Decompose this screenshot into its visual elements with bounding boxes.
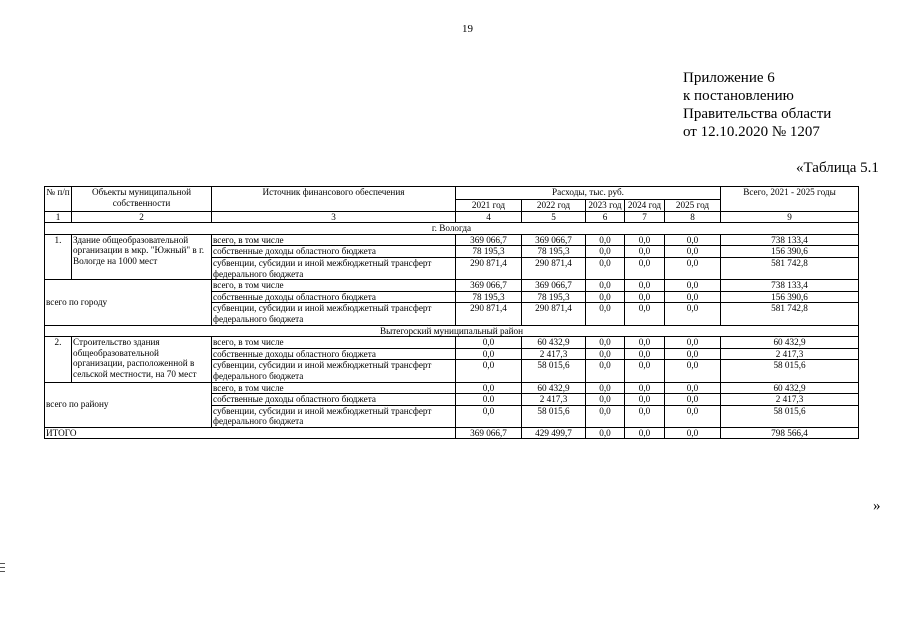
value-cell: 2 417,3 [522, 348, 586, 360]
col-number: 3 [212, 211, 456, 223]
section-title-row [45, 223, 859, 235]
subtotal-row [45, 382, 859, 394]
value-cell: 78 195,3 [522, 246, 586, 258]
total-cell: 581 742,8 [721, 257, 859, 279]
edge-mark [0, 563, 5, 564]
value-cell: 0,0 [586, 394, 625, 406]
value-cell: 0,0 [586, 382, 625, 394]
table-caption: «Таблица 5.1 [796, 160, 879, 176]
item-num: 2. [45, 337, 72, 382]
appendix-line: от 12.10.2020 № 1207 [683, 124, 820, 140]
value-cell: 0,0 [586, 280, 625, 292]
value-cell: 0,0 [625, 394, 665, 406]
value-cell: 0,0 [665, 360, 721, 382]
value-cell: 0,0 [456, 360, 522, 382]
value-cell: 0,0 [586, 360, 625, 382]
value-cell: 290 871,4 [456, 303, 522, 325]
value-cell: 0,0 [456, 405, 522, 427]
edge-mark [0, 567, 5, 568]
value-cell: 0,0 [665, 280, 721, 292]
value-cell: 0,0 [665, 303, 721, 325]
value-cell: 0,0 [586, 257, 625, 279]
value-cell: 78 195,3 [456, 291, 522, 303]
source-cell: собственные доходы областного бюджета [212, 348, 456, 360]
value-cell: 0,0 [586, 348, 625, 360]
subtotal-row [45, 280, 859, 292]
total-cell: 60 432,9 [721, 382, 859, 394]
value-cell: 0,0 [625, 257, 665, 279]
section-title-row [45, 325, 859, 337]
value-cell: 58 015,6 [522, 360, 586, 382]
col-number: 7 [625, 211, 665, 223]
item-name: Здание общеобразовательной организации в мкр. "Южный" в г. Вологде на 1000 мест [72, 234, 212, 279]
value-cell: 78 195,3 [522, 291, 586, 303]
year-cell: 2023 год [586, 200, 625, 212]
value-cell: 0,0 [586, 246, 625, 258]
item-name: Строительство здания общеобразовательной организации, расположенной в сельской местности, на 70 мест [72, 337, 212, 382]
total-cell: 156 390,6 [721, 246, 859, 258]
value-cell: 0,0 [665, 427, 721, 439]
source-cell: всего, в том числе [212, 337, 456, 349]
value-cell: 0,0 [625, 337, 665, 349]
header-source: Источник финансового обеспечения [212, 187, 456, 212]
value-cell: 60 432,9 [522, 337, 586, 349]
value-cell: 369 066,7 [456, 427, 522, 439]
value-cell: 369 066,7 [456, 234, 522, 246]
header-object: Объекты муниципальной собственности [72, 187, 212, 212]
source-cell: субвенции, субсидии и иной межбюджетный трансферт федерального бюджета [212, 257, 456, 279]
grand-total-label: ИТОГО [45, 427, 456, 439]
value-cell: 290 871,4 [522, 303, 586, 325]
appendix-line: Правительства области [683, 106, 832, 122]
source-cell: собственные доходы областного бюджета [212, 246, 456, 258]
col-number: 2 [72, 211, 212, 223]
source-cell: собственные доходы областного бюджета [212, 291, 456, 303]
total-cell: 798 566,4 [721, 427, 859, 439]
section-title: г. Вологда [45, 223, 859, 235]
header-expenses: Расходы, тыс. руб. [456, 187, 721, 200]
total-cell: 60 432,9 [721, 337, 859, 349]
total-cell: 738 133,4 [721, 234, 859, 246]
value-cell: 0,0 [586, 405, 625, 427]
year-cell: 2021 год [456, 200, 522, 212]
value-cell: 0,0 [625, 405, 665, 427]
value-cell: 0,0 [665, 382, 721, 394]
col-number: 6 [586, 211, 625, 223]
total-cell: 581 742,8 [721, 303, 859, 325]
year-cell: 2025 год [665, 200, 721, 212]
value-cell: 0,0 [586, 303, 625, 325]
finance-table [44, 186, 859, 439]
value-cell: 0,0 [625, 280, 665, 292]
col-number-row [45, 211, 859, 223]
header-row [45, 187, 859, 200]
value-cell: 0,0 [586, 337, 625, 349]
header-total: Всего, 2021 - 2025 годы [721, 187, 859, 212]
table-row [45, 337, 859, 349]
source-cell: субвенции, субсидии и иной межбюджетный трансферт федерального бюджета [212, 405, 456, 427]
value-cell: 0.0 [456, 394, 522, 406]
value-cell: 0,0 [456, 348, 522, 360]
value-cell: 369 066,7 [456, 280, 522, 292]
value-cell: 0,0 [625, 246, 665, 258]
value-cell: 0,0 [625, 234, 665, 246]
subtotal-label: всего по району [45, 382, 212, 427]
col-number: 9 [721, 211, 859, 223]
total-cell: 58 015,6 [721, 360, 859, 382]
edge-mark [0, 571, 5, 572]
value-cell: 0,0 [665, 291, 721, 303]
value-cell: 369 066,7 [522, 234, 586, 246]
total-cell: 2 417,3 [721, 348, 859, 360]
appendix-line: к постановлению [683, 88, 794, 104]
closing-quote: » [873, 498, 881, 514]
section-title: Вытегорский муниципальный район [45, 325, 859, 337]
value-cell: 0,0 [625, 360, 665, 382]
value-cell: 290 871,4 [456, 257, 522, 279]
value-cell: 0,0 [625, 303, 665, 325]
subtotal-label: всего по городу [45, 280, 212, 325]
item-num: 1. [45, 234, 72, 279]
value-cell: 429 499,7 [522, 427, 586, 439]
value-cell: 0,0 [665, 246, 721, 258]
source-cell: всего, в том числе [212, 234, 456, 246]
col-number: 1 [45, 211, 72, 223]
year-cell: 2022 год [522, 200, 586, 212]
source-cell: всего, в том числе [212, 382, 456, 394]
value-cell: 290 871,4 [522, 257, 586, 279]
source-cell: субвенции, субсидии и иной межбюджетный трансферт федерального бюджета [212, 303, 456, 325]
col-number: 4 [456, 211, 522, 223]
value-cell: 0,0 [586, 234, 625, 246]
value-cell: 58 015,6 [522, 405, 586, 427]
value-cell: 2 417,3 [522, 394, 586, 406]
value-cell: 0,0 [586, 427, 625, 439]
source-cell: субвенции, субсидии и иной межбюджетный трансферт федерального бюджета [212, 360, 456, 382]
total-cell: 2 417,3 [721, 394, 859, 406]
value-cell: 0,0 [625, 382, 665, 394]
value-cell: 0,0 [665, 348, 721, 360]
value-cell: 0,0 [665, 394, 721, 406]
appendix-line: Приложение 6 [683, 70, 775, 86]
value-cell: 0,0 [625, 291, 665, 303]
appendix-header [683, 69, 831, 141]
grand-total-row [45, 427, 859, 439]
value-cell: 0,0 [456, 337, 522, 349]
source-cell: собственные доходы областного бюджета [212, 394, 456, 406]
year-cell: 2024 год [625, 200, 665, 212]
total-cell: 738 133,4 [721, 280, 859, 292]
header-num: № п/п [45, 187, 72, 212]
value-cell: 0,0 [625, 427, 665, 439]
col-number: 8 [665, 211, 721, 223]
source-cell: всего, в том числе [212, 280, 456, 292]
value-cell: 0,0 [665, 234, 721, 246]
scan-edge-marks [0, 563, 8, 575]
value-cell: 0,0 [625, 348, 665, 360]
value-cell: 60 432,9 [522, 382, 586, 394]
value-cell: 0,0 [665, 337, 721, 349]
value-cell: 369 066,7 [522, 280, 586, 292]
col-number: 5 [522, 211, 586, 223]
value-cell: 0,0 [586, 291, 625, 303]
value-cell: 0,0 [665, 257, 721, 279]
value-cell: 0,0 [665, 405, 721, 427]
table-row [45, 234, 859, 246]
page-number: 19 [462, 23, 473, 35]
value-cell: 0,0 [456, 382, 522, 394]
value-cell: 78 195,3 [456, 246, 522, 258]
total-cell: 58 015,6 [721, 405, 859, 427]
total-cell: 156 390,6 [721, 291, 859, 303]
